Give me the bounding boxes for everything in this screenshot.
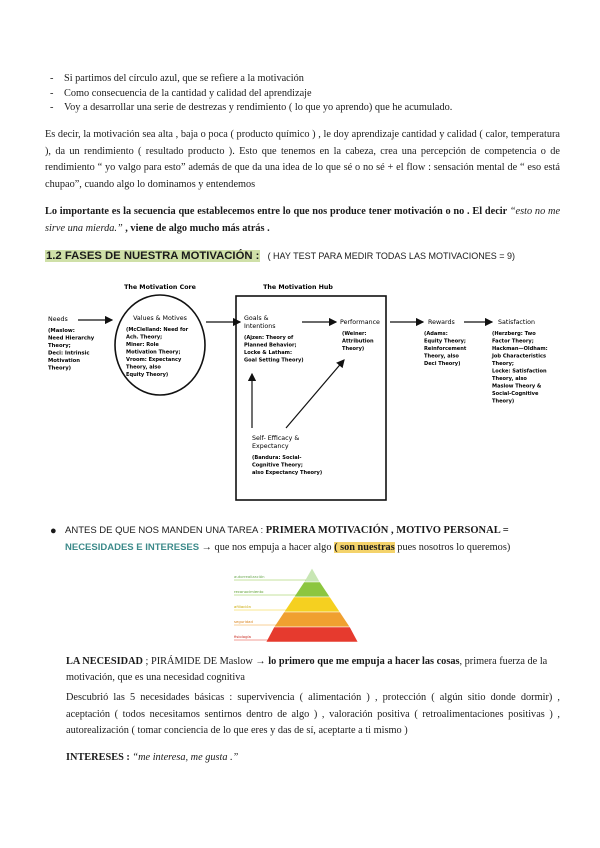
intro-bullet-list bbox=[50, 72, 550, 116]
pyramid-label: autorrealización bbox=[234, 574, 265, 579]
rewards-line: (Adams: bbox=[424, 331, 448, 337]
performance-line: (Weiner: bbox=[342, 331, 367, 337]
selfeff-line: Cognitive Theory; bbox=[252, 462, 303, 469]
values-line: Miner: Role bbox=[126, 342, 159, 348]
pyramid-level-fisiologia bbox=[266, 627, 358, 642]
paragraph-motivation-explanation: Es decir, la motivación sea alta , baja o poca ( producto químico ) , le doy aprendizaje cantidad y calidad ( calor, temperatura ), da un rendimiento ( resultado producto ). Esto que tenemos en la cabeza, crea una percepción de competencia o de rendimiento “ yo valgo para esto” además de que da una idea de lo que sé o no sé + el flow : sensación mental de “ eso está chupao”, cuando algo lo dominamos y entendemos bbox=[45, 129, 560, 190]
bullet-dot-icon: ● bbox=[50, 525, 57, 537]
rewards-title: Rewards bbox=[428, 319, 455, 326]
section-note: ( HAY TEST PARA MEDIR TODAS LAS MOTIVACIONES = 9) bbox=[267, 251, 516, 261]
list-item: - Voy a desarrollar una serie de destrezas y rendimiento ( lo que yo aprendo) que he acumulado. bbox=[50, 102, 453, 113]
needs-line: Need Hierarchy bbox=[48, 335, 95, 342]
list-item: - Como consecuencia de la cantidad y calidad del aprendizaje bbox=[50, 87, 312, 99]
needs-line: (Maslow: bbox=[48, 328, 75, 334]
rewards-line: Theory, also bbox=[424, 353, 459, 360]
values-line: Ach. Theory; bbox=[126, 334, 163, 341]
values-line: Vroom: Expectancy bbox=[126, 357, 182, 363]
goals-title: Intentions bbox=[244, 323, 276, 330]
pyramid-label: reconocimiento bbox=[234, 589, 264, 594]
list-item: - Si partimos del círculo azul, que se refiere a la motivación bbox=[50, 73, 304, 84]
performance-line: Theory) bbox=[342, 346, 365, 352]
values-node bbox=[126, 315, 189, 378]
performance-line: Attribution bbox=[342, 338, 374, 345]
paragraph-need: LA NECESIDAD ; PIRÁMIDE DE Maslow → lo primero que me empuja a hacer las cosas, primera fuerza de la motivación, que es una necesidad cognitiva bbox=[66, 656, 548, 683]
goals-line: Planned Behavior; bbox=[244, 342, 297, 349]
needs-line: Theory; bbox=[48, 343, 71, 349]
satisfaction-line: Job Characteristics bbox=[492, 353, 546, 360]
pyramid-label: fisiología bbox=[234, 634, 251, 639]
satisfaction-line: (Herzberg: Two bbox=[492, 331, 536, 337]
pyramid-level-reconocimiento bbox=[294, 582, 330, 597]
needs-line: Motivation bbox=[48, 358, 81, 364]
goals-node bbox=[244, 315, 304, 364]
satisfaction-line: Theory; bbox=[492, 361, 514, 367]
bullet-first-motivation: ● ANTES DE QUE NOS MANDEN UNA TAREA : PRIMERA MOTIVACIÓN , MOTIVO PERSONAL = NECESIDADES E INTERESES → que nos empuja a hacer algo ( son nuestras pues nosotros lo queremos) bbox=[50, 525, 511, 553]
rewards-line: Deci Theory) bbox=[424, 361, 461, 367]
rewards-line: Equity Theory; bbox=[424, 338, 466, 345]
needs-line: Deci: Intrinsic bbox=[48, 350, 90, 357]
satisfaction-title: Satisfaction bbox=[498, 319, 535, 326]
selfeff-to-performance-arrow bbox=[286, 360, 344, 428]
selfeff-line: (Bandura: Social- bbox=[252, 455, 302, 461]
pyramid-level-autorrealizacion bbox=[304, 568, 320, 582]
core-title: The Motivation Core bbox=[124, 284, 196, 291]
satisfaction-line: Social-Cognitive bbox=[492, 391, 539, 397]
paragraph-sequence: Lo importante es la secuencia que establecemos entre lo que nos produce tener motivación o no . El decir “esto no me sirve una mierda.” , viene de algo mucho más atrás . bbox=[45, 206, 561, 234]
satisfaction-node bbox=[491, 319, 548, 405]
selfeff-title: Self- Efficacy & bbox=[252, 435, 300, 442]
selfeff-title: Expectancy bbox=[252, 443, 289, 450]
values-line: Theory, also bbox=[126, 364, 161, 371]
values-line: (McClelland: Need for bbox=[126, 327, 189, 333]
satisfaction-line: Hackman—Oldham: bbox=[492, 346, 548, 352]
needs-node bbox=[48, 316, 95, 372]
section-heading bbox=[45, 250, 515, 262]
motivation-diagram bbox=[40, 276, 560, 504]
goals-line: Goal Setting Theory) bbox=[244, 357, 304, 364]
pyramid-level-afiliacion bbox=[284, 597, 340, 612]
performance-node bbox=[340, 319, 380, 352]
selfeff-line: also Expectancy Theory) bbox=[252, 470, 323, 476]
maslow-pyramid bbox=[230, 566, 360, 646]
section-title: 1.2 FASES DE NUESTRA MOTIVACIÓN : bbox=[46, 250, 260, 262]
paragraph-interests: INTERESES : “me interesa, me gusta .” bbox=[66, 752, 239, 763]
values-title: Values & Motives bbox=[133, 315, 187, 322]
needs-line: Theory) bbox=[48, 365, 72, 372]
rewards-node bbox=[424, 319, 467, 367]
values-line: Motivation Theory; bbox=[126, 349, 181, 356]
rewards-line: Reinforcement bbox=[424, 346, 467, 352]
hub-title: The Motivation Hub bbox=[263, 284, 333, 291]
goals-line: (Ajzen: Theory of bbox=[244, 335, 294, 341]
satisfaction-line: Theory, also bbox=[492, 376, 527, 382]
satisfaction-line: Locke: Satisfaction bbox=[492, 368, 547, 375]
goals-line: Locke & Latham: bbox=[244, 350, 292, 356]
pyramid-level-seguridad bbox=[274, 612, 350, 627]
selfeff-node bbox=[252, 435, 322, 476]
pyramid-label: afiliación bbox=[234, 604, 252, 609]
goals-title: Goals & bbox=[244, 315, 269, 322]
satisfaction-line: Maslow Theory & bbox=[492, 383, 542, 390]
values-line: Equity Theory) bbox=[126, 372, 169, 378]
satisfaction-line: Factor Theory; bbox=[492, 338, 534, 345]
performance-title: Performance bbox=[340, 319, 380, 326]
satisfaction-line: Theory) bbox=[492, 398, 515, 405]
needs-title: Needs bbox=[48, 316, 68, 323]
pyramid-label: seguridad bbox=[234, 619, 253, 624]
paragraph-five-needs: Descubrió las 5 necesidades básicas : supervivencia ( alimentación ) , protección ( algún sitio donde dormir) , aceptación ( todos necesitamos sentirnos dentro de algo ) , valoración positiva ( retroalimentaciones positivas ) , autorealización ( tomar conciencia de lo que eres y das de sí, aceptarte a ti mismo ) bbox=[66, 692, 560, 736]
